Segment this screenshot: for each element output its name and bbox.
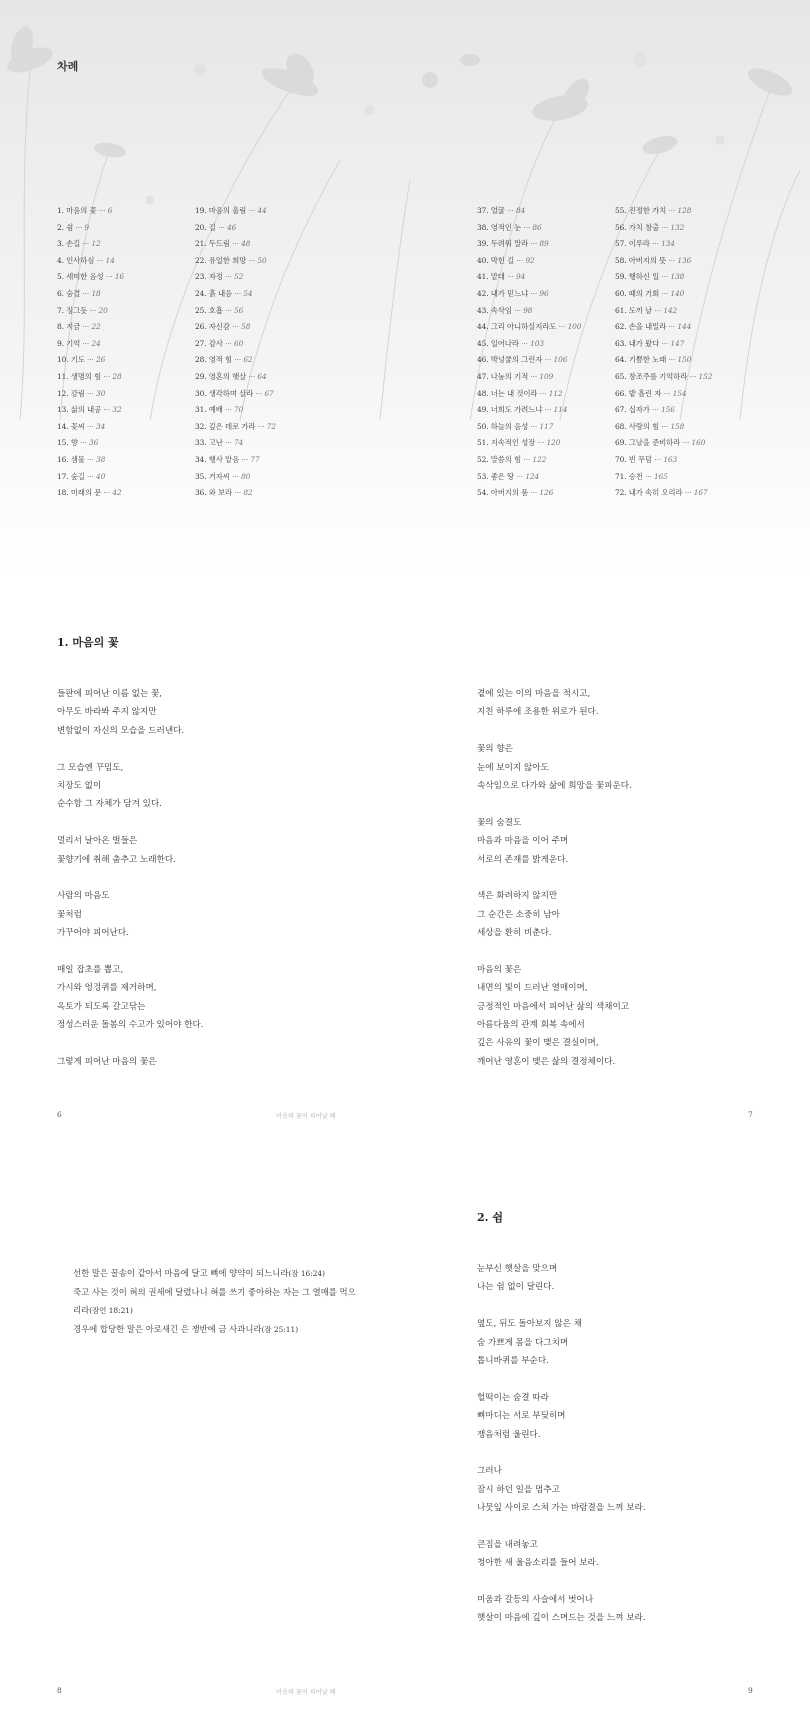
toc-entry-title: 8. 지금 [57, 322, 81, 332]
poem-line: 그 모습엔 꾸밈도, [57, 762, 124, 773]
toc-entry-title: 22. 유일한 희망 [195, 255, 247, 265]
toc-entry: 66. 밭 흘린 자 ··· 154 [615, 388, 687, 398]
toc-entry: 71. 승천 ··· 165 [615, 471, 668, 481]
poem-line: 꽃의 숨결도 [477, 817, 522, 828]
toc-entry-title: 55. 진정한 가치 [615, 206, 667, 215]
toc-entry-title: 16. 샘물 [57, 454, 85, 464]
poem-line: 마음의 꽃은 [477, 964, 522, 975]
toc-entry-page: 62 [243, 355, 253, 365]
toc-entry-page: 74 [234, 438, 244, 448]
toc-entry: 35. 거자씨 ··· 80 [195, 471, 251, 481]
scripture-reference: (잠 16:24) [288, 1269, 326, 1278]
poem-line: 지친 하루에 조용한 위로가 된다. [477, 707, 599, 718]
toc-entry: 13. 삶의 내공 ··· 32 [57, 405, 122, 415]
poem-line: 햇살이 마음에 깊이 스며드는 것을 느껴 보라. [477, 1613, 646, 1624]
toc-entry-page: 64 [257, 371, 267, 381]
toc-entry-page: 147 [670, 338, 685, 348]
toc-entry-title: 5. 세미한 음성 [57, 272, 104, 282]
poem-line: 마음과 마음을 이어 주며 [477, 836, 569, 847]
toc-entry-page: 140 [670, 288, 685, 298]
toc-entry-title: 35. 거자씨 [195, 471, 230, 481]
toc-entry: 60. 때의 기회 ··· 140 [615, 288, 685, 298]
toc-entry-title: 70. 빈 무덤 [615, 454, 653, 464]
toc-entry-title: 11. 생명의 힘 [57, 371, 102, 381]
toc-entry-title: 52. 말씀의 힘 [477, 454, 522, 464]
toc-entry-page: 24 [91, 338, 101, 348]
toc-entry: 40. 막힌 길 ··· 92 [477, 255, 535, 265]
poem-line: 그러나 [477, 1466, 502, 1477]
poem-line: 세상을 환히 비춘다. [477, 928, 552, 939]
toc-entry-page: 22 [91, 322, 101, 332]
toc-entry-page: 42 [112, 488, 122, 498]
poem-line: 쟁음처럼 울린다. [477, 1429, 541, 1440]
toc-entry-page: 30 [96, 388, 106, 398]
toc-entry-title: 46. 박넝쿨의 그린자 [477, 355, 543, 365]
toc-entry: 31. 예배 ··· 70 [195, 405, 244, 415]
scripture-verse [63, 1283, 363, 1320]
poem-line: 정성스러운 돌봄의 수고가 있어야 한다. [57, 1020, 204, 1031]
toc-entry-title: 48. 너는 내 것이라 [477, 388, 538, 398]
toc-entry-title: 57. 이루라 [615, 239, 650, 249]
toc-entry: 25. 호흡 ··· 56 [195, 305, 244, 315]
toc-entry: 4. 인사하심 ··· 14 [57, 255, 115, 265]
poem-line: 미움과 갈등의 사슬에서 벗어나 [477, 1595, 594, 1606]
toc-entry-title: 14. 꽃씨 [57, 421, 85, 431]
toc-entry: 56. 가치 창출 ··· 132 [615, 222, 685, 232]
toc-entry-page: 117 [539, 421, 554, 431]
toc-entry: 10. 기도 ··· 26 [57, 355, 106, 365]
toc-entry-page: 20 [98, 305, 108, 315]
scripture-reference: (잠 25:11) [261, 1325, 299, 1334]
poem-line: 큰짐을 내려놓고 [477, 1539, 538, 1550]
toc-page [0, 0, 810, 576]
poem-line: 사람의 마음도 [57, 891, 110, 902]
toc-entry-title: 56. 가치 창출 [615, 222, 660, 232]
toc-entry-title: 41. 맡대 [477, 272, 505, 282]
toc-entry-title: 61. 도끼 날 [615, 305, 653, 315]
toc-entry: 2. 쉼 ··· 9 [57, 222, 89, 232]
poem-line: 청아한 새 울음소리를 들어 보라. [477, 1558, 599, 1569]
poem-line: 매일 잡초를 뽑고, [57, 964, 124, 975]
toc-entry: 11. 생명의 힘 ··· 28 [57, 371, 122, 381]
running-head: 마음의 꽃이 피어날 때 [276, 1113, 336, 1120]
toc-entry: 1. 마음의 꽃 ··· 6 [57, 206, 113, 215]
toc-entry-title: 65. 창조주를 기억하라 [615, 371, 688, 381]
poem-line: 긍정적인 마음에서 피어난 삶의 색채이고 [477, 1001, 630, 1012]
toc-entry-title: 13. 삶의 내공 [57, 405, 102, 415]
toc-entry-page: 89 [539, 239, 549, 249]
page-number-right: 7 [748, 1110, 753, 1119]
toc-entry-page: 136 [677, 255, 692, 265]
toc-entry-page: 150 [677, 355, 692, 365]
toc-entry-title: 37. 얼굴 [477, 206, 505, 215]
toc-entry: 62. 손을 내밀라 ··· 144 [615, 322, 692, 332]
toc-entry-title: 62. 손을 내밀라 [615, 322, 667, 332]
toc-entry: 3. 손길 ··· 12 [57, 239, 101, 249]
toc-entry: 63. 내가 왔다 ··· 147 [615, 338, 685, 348]
toc-entry-page: 72 [266, 421, 276, 431]
toc-entry-page: 36 [89, 438, 99, 448]
poem-line: 변함없이 자신의 모습을 드러낸다. [57, 725, 185, 736]
toc-entry-title: 40. 막힌 길 [477, 255, 515, 265]
toc-entry-page: 154 [672, 388, 687, 398]
toc-entry: 33. 고난 ··· 74 [195, 438, 244, 448]
toc-entry-title: 25. 호흡 [195, 305, 223, 315]
toc-entry-page: 165 [654, 471, 668, 481]
poem-line: 톱니바퀴를 부순다. [477, 1355, 549, 1366]
toc-entry-title: 6. 숨결 [57, 288, 81, 298]
toc-entry-title: 44. 그리 아니하실지라도 [477, 322, 557, 332]
toc-entry: 19. 마음의 울림 ··· 44 [195, 206, 267, 215]
toc-entry-page: 9 [84, 222, 89, 232]
toc-entry: 8. 지금 ··· 22 [57, 322, 101, 332]
toc-entry-page: 80 [241, 471, 251, 481]
toc-entry-page: 132 [670, 222, 685, 232]
toc-entry-page: 96 [539, 288, 549, 298]
toc-entry-page: 32 [112, 405, 122, 415]
toc-entry-title: 1. 마음의 꽃 [57, 206, 97, 215]
toc-entry-page: 144 [677, 322, 692, 332]
toc-entry-page: 12 [91, 239, 101, 249]
poem-line: 아름다움의 관계 회복 속에서 [477, 1020, 585, 1031]
poem-line: 그 순간은 소중히 남아 [477, 909, 560, 920]
toc-entry-page: 16 [114, 272, 125, 282]
toc-entry: 42. 내가 믿느냐 ··· 96 [477, 288, 549, 298]
toc-entry-page: 82 [243, 488, 253, 498]
toc-entry: 47. 나눔의 기적 ··· 109 [477, 371, 554, 381]
toc-entry-title: 72. 내가 속히 오리라 [615, 488, 683, 498]
toc-entry-page: 112 [548, 388, 563, 398]
toc-entry-page: 67 [264, 388, 274, 398]
poem-line: 눈에 보이지 않아도 [477, 762, 549, 773]
toc-entry-page: 106 [553, 355, 568, 365]
toc-entry-page: 14 [105, 255, 115, 265]
poem-line: 숨 가쁘게 몸을 다그치며 [477, 1337, 569, 1348]
toc-entry: 65. 창조주를 기억하라 ··· 152 [615, 371, 713, 381]
toc-entry: 32. 깊은 데로 가라 ··· 72 [195, 421, 276, 431]
toc-entry-page: 160 [691, 438, 706, 448]
toc-entry: 44. 그리 아니하실지라도 ··· 100 [477, 322, 582, 332]
toc-entry: 21. 두드림 ··· 48 [195, 239, 251, 249]
toc-entry-title: 21. 두드림 [195, 239, 230, 249]
toc-entry: 36. 와 보라 ··· 82 [195, 488, 253, 498]
toc-entry: 39. 두려워 말라 ··· 89 [477, 239, 549, 249]
poem-line: 서로의 존재를 밝게운다. [477, 854, 569, 865]
poem-right-page-2 [477, 1262, 646, 1630]
toc-entry-page: 100 [567, 322, 582, 332]
toc-entry: 72. 내가 속히 오리라 ··· 167 [615, 488, 708, 498]
poem-line: 가시와 엉겅퀴를 제거하며, [57, 983, 157, 994]
toc-entry-page: 167 [693, 488, 708, 498]
chapter-title-1: 1. 마음의 꽃 [57, 636, 119, 649]
toc-entry-page: 54 [243, 288, 253, 298]
page-number-right-2: 9 [748, 1686, 753, 1695]
toc-entry-page: 158 [670, 421, 685, 431]
toc-entry: 45. 일어나라 ··· 103 [477, 338, 544, 348]
toc-entry-page: 6 [107, 206, 113, 215]
scripture-verse [63, 1264, 363, 1283]
toc-entry: 55. 진정한 가치 ··· 128 [615, 206, 692, 215]
toc-entry: 70. 빈 무덤 ··· 163 [615, 454, 678, 464]
toc-entry-page: 52 [234, 272, 244, 282]
toc-entry-page: 128 [677, 206, 692, 215]
toc-entry: 22. 유일한 희망 ··· 50 [195, 255, 267, 265]
toc-entry-page: 138 [670, 272, 685, 282]
toc-entry-title: 71. 승천 [615, 471, 643, 481]
toc-entry: 61. 도끼 날 ··· 142 [615, 305, 678, 315]
toc-entry: 20. 길 ··· 46 [195, 222, 237, 232]
toc-entry-title: 50. 하늘의 음성 [477, 421, 529, 431]
toc-entry: 53. 좋은 땅 ··· 124 [477, 471, 540, 481]
poem-line: 색은 화려하지 않지만 [477, 891, 558, 902]
toc-column-1 [57, 205, 124, 504]
poem-line: 치장도 없이 [57, 780, 102, 791]
toc-entry-title: 30. 생각하며 살라 [195, 388, 254, 398]
toc-entry: 64. 기쁨한 노래 ··· 150 [615, 355, 692, 365]
scripture-quote-block [63, 1264, 363, 1339]
toc-entry: 27. 감사 ··· 60 [195, 338, 244, 348]
toc-entry-title: 45. 일어나라 [477, 338, 519, 348]
toc-entry-title: 67. 십자가 [615, 405, 650, 415]
toc-entry-page: 122 [532, 454, 547, 464]
toc-entry-title: 19. 마음의 울림 [195, 206, 247, 215]
poem-line: 나뭇잎 사이로 스쳐 가는 바람결을 느껴 보라. [477, 1503, 646, 1514]
toc-entry: 41. 맡대 ··· 94 [477, 272, 526, 282]
toc-entry: 14. 꽃씨 ··· 34 [57, 421, 106, 431]
poem-line: 깨어난 영혼이 맺은 삶의 결정체이다. [477, 1056, 616, 1067]
toc-entry-page: 94 [516, 272, 526, 282]
toc-entry-title: 17. 숲길 [57, 471, 85, 481]
scripture-reference: (잠언 18:21) [89, 1306, 133, 1315]
toc-column-2 [195, 205, 276, 504]
toc-entry-page: 156 [661, 405, 675, 415]
toc-entry-title: 10. 기도 [57, 355, 85, 365]
poem-line: 속삭임으로 다가와 삶에 희망을 꽃피운다. [477, 780, 632, 791]
toc-entry-title: 60. 때의 기회 [615, 288, 660, 298]
toc-entry-title: 36. 와 보라 [195, 488, 233, 498]
toc-entry-page: 134 [661, 239, 675, 249]
toc-column-4 [615, 205, 712, 504]
toc-entry-page: 48 [241, 239, 251, 249]
poem-line: 옆도, 뒤도 돌아보지 않은 채 [477, 1319, 582, 1330]
toc-entry-title: 31. 예배 [195, 405, 223, 415]
toc-entry: 52. 말씀의 힘 ··· 122 [477, 454, 547, 464]
poem-line: 가꾸어야 피어난다. [57, 928, 129, 939]
poem-line: 아무도 바라봐 주지 않지만 [57, 707, 157, 718]
toc-entry-title: 32. 깊은 데로 가라 [195, 421, 256, 431]
toc-entry-title: 27. 감사 [195, 338, 223, 348]
toc-entry-title: 39. 두려워 말라 [477, 239, 529, 249]
toc-entry-title: 7. 징그듯 [57, 305, 88, 315]
toc-entry-title: 68. 사랑의 힘 [615, 421, 660, 431]
toc-entry-page: 126 [539, 488, 554, 498]
toc-entry-page: 44 [257, 206, 267, 215]
toc-entry: 37. 얼굴 ··· 84 [477, 206, 526, 215]
toc-entry-page: 98 [523, 305, 533, 315]
toc-column-3 [477, 205, 581, 504]
toc-entry: 46. 박넝쿨의 그린자 ··· 106 [477, 355, 568, 365]
toc-entry: 50. 하늘의 음성 ··· 117 [477, 421, 554, 431]
toc-entry: 9. 기억 ··· 24 [57, 338, 101, 348]
toc-entry-page: 86 [532, 222, 542, 232]
toc-entry-page: 60 [234, 338, 244, 348]
poem-line: 곁에 있는 이의 마음을 적시고, [477, 689, 591, 699]
toc-entry: 29. 영혼의 햇살 ··· 64 [195, 371, 267, 381]
toc-entry-title: 4. 인사하심 [57, 255, 95, 265]
toc-entry: 38. 영적인 눈 ··· 86 [477, 222, 542, 232]
poem-left-page [57, 687, 203, 1073]
toc-entry: 58. 아버지의 뜻 ··· 136 [615, 255, 692, 265]
toc-entry-title: 43. 속삭임 [477, 305, 512, 315]
toc-entry-page: 38 [96, 454, 106, 464]
toc-entry-title: 26. 자신감 [195, 322, 230, 332]
toc-heading: 차례 [57, 60, 79, 73]
page-number-left: 6 [57, 1110, 62, 1119]
poem-right-page [477, 687, 632, 1073]
toc-entry-title: 42. 내가 믿느냐 [477, 288, 529, 298]
toc-entry-title: 64. 기쁨한 노래 [615, 355, 667, 365]
poem-line: 그렇게 피어난 마음의 꽃은 [57, 1056, 157, 1067]
toc-entry: 30. 생각하며 살라 ··· 67 [195, 388, 274, 398]
toc-entry-title: 59. 행하신 일 [615, 272, 660, 282]
toc-entry: 17. 숲길 ··· 40 [57, 471, 106, 481]
toc-entry-title: 20. 길 [195, 222, 216, 232]
toc-entry: 15. 향 ··· 36 [57, 438, 99, 448]
toc-entry-page: 58 [241, 322, 251, 332]
toc-entry: 49. 너희도 가려느냐 ··· 114 [477, 405, 568, 415]
toc-entry-page: 26 [96, 355, 106, 365]
toc-entry-page: 28 [112, 371, 122, 381]
toc-entry-page: 114 [553, 405, 568, 415]
toc-entry: 6. 숨결 ··· 18 [57, 288, 101, 298]
page-number-left-2: 8 [57, 1686, 62, 1695]
toc-entry-page: 46 [227, 222, 237, 232]
toc-entry: 51. 지속적인 성장 ··· 120 [477, 438, 561, 448]
toc-entry: 16. 샘물 ··· 38 [57, 454, 106, 464]
spread-pages-8-9 [0, 1168, 810, 1724]
toc-entry: 7. 징그듯 ··· 20 [57, 305, 108, 315]
toc-entry: 43. 속삭임 ··· 98 [477, 305, 533, 315]
toc-entry-page: 18 [91, 288, 101, 298]
toc-entry-title: 23. 자정 [195, 272, 223, 282]
toc-entry-title: 58. 아버지의 뜻 [615, 255, 667, 265]
toc-entry: 26. 자신감 ··· 58 [195, 322, 251, 332]
toc-entry-page: 120 [546, 438, 561, 448]
running-head-2: 마음의 꽃이 피어날 때 [276, 1689, 336, 1696]
toc-entry-page: 152 [698, 371, 713, 381]
scripture-verse-text: 경우에 합당한 말은 아로새긴 은 쟁반에 금 사과니라 [73, 1324, 262, 1334]
toc-entry-page: 77 [250, 454, 260, 464]
toc-entry: 34. 행사 맡음 ··· 77 [195, 454, 260, 464]
toc-entry-title: 47. 나눔의 기적 [477, 371, 529, 381]
scripture-verse-text: 선한 말은 꿀송이 같아서 마음에 달고 뼈에 양약이 되느니라 [73, 1268, 289, 1278]
toc-entry-page: 70 [234, 405, 244, 415]
toc-entry-page: 163 [663, 454, 678, 464]
toc-entry-title: 63. 내가 왔다 [615, 338, 660, 348]
toc-entry-page: 50 [257, 255, 267, 265]
toc-entry-title: 18. 미래의 문 [57, 488, 102, 498]
toc-entry-page: 124 [525, 471, 540, 481]
poem-line: 내면의 빛이 드러난 열매이며, [477, 983, 588, 994]
toc-entry-title: 9. 기억 [57, 338, 81, 348]
toc-entry-page: 103 [530, 338, 544, 348]
poem-line: 옥토가 되도록 갈고닦는 [57, 1001, 146, 1012]
toc-entry: 24. 흙 내음 ··· 54 [195, 288, 253, 298]
toc-entry-title: 69. 그날을 준비하라 [615, 438, 681, 448]
toc-entry-page: 40 [96, 471, 106, 481]
toc-entry-title: 28. 영적 힘 [195, 355, 233, 365]
toc-entry-title: 49. 너희도 가려느냐 [477, 405, 543, 415]
toc-entry-title: 33. 고난 [195, 438, 223, 448]
poem-line: 헐떡이는 숨결 따라 [477, 1392, 549, 1403]
toc-entry: 69. 그날을 준비하라 ··· 160 [615, 438, 706, 448]
poem-line: 꽃의 향은 [477, 744, 513, 755]
toc-entry-page: 142 [663, 305, 678, 315]
toc-entry-page: 92 [525, 255, 535, 265]
toc-entry-title: 66. 밭 흘린 자 [615, 388, 662, 398]
toc-entry: 18. 미래의 문 ··· 42 [57, 488, 122, 498]
toc-entry-page: 84 [516, 206, 526, 215]
poem-line: 뼈마디는 서로 부딪히며 [477, 1411, 566, 1422]
scripture-verse [63, 1320, 363, 1339]
toc-entry: 12. 강림 ··· 30 [57, 388, 106, 398]
toc-entry: 59. 행하신 일 ··· 138 [615, 272, 685, 282]
poem-line: 순수함 그 자체가 담겨 있다. [57, 799, 162, 810]
toc-entry-title: 51. 지속적인 성장 [477, 438, 536, 448]
toc-entry-title: 24. 흙 내음 [195, 288, 233, 298]
toc-entry: 5. 세미한 음성 ··· 16 [57, 272, 125, 282]
toc-entry: 57. 이루라 ··· 134 [615, 239, 675, 249]
toc-entry-title: 29. 영혼의 햇살 [195, 371, 247, 381]
toc-entry: 48. 너는 내 것이라 ··· 112 [477, 388, 563, 398]
poem-line: 잠시 하던 일을 멈추고 [477, 1484, 560, 1495]
toc-entry-page: 109 [539, 371, 554, 381]
toc-entry-title: 2. 쉼 [57, 222, 74, 232]
poem-line: 깊은 사유의 꽃이 맺은 결실이며, [477, 1038, 599, 1049]
poem-line: 들판에 피어난 이름 없는 꽃, [57, 689, 162, 699]
poem-line: 멀리서 날아온 벌들은 [57, 836, 138, 847]
toc-entry-title: 38. 영적인 눈 [477, 222, 522, 232]
toc-entry-title: 34. 행사 맡음 [195, 454, 240, 464]
toc-entry-title: 54. 아버지의 품 [477, 488, 529, 498]
toc-entry: 23. 자정 ··· 52 [195, 272, 244, 282]
poem-line: 눈부신 햇살을 맞으며 [477, 1264, 558, 1274]
poem-line: 나는 쉼 없이 달린다. [477, 1282, 555, 1293]
toc-entry-page: 34 [96, 421, 106, 431]
toc-entry-page: 56 [234, 305, 244, 315]
toc-entry: 54. 아버지의 품 ··· 126 [477, 488, 554, 498]
toc-entry-title: 12. 강림 [57, 388, 85, 398]
poem-line: 꽃향기에 취해 춤추고 노래한다. [57, 854, 176, 865]
toc-entry-title: 15. 향 [57, 438, 78, 448]
scripture-verse-text: 죽고 사는 것이 혀의 권세에 달렸나니 혀를 쓰기 좋아하는 자는 그 열매를 먹으리라 [73, 1287, 356, 1315]
toc-entry-title: 3. 손길 [57, 239, 81, 249]
toc-entry: 68. 사랑의 힘 ··· 158 [615, 421, 685, 431]
chapter-title-2: 2. 쉼 [477, 1211, 503, 1224]
toc-entry: 67. 십자가 ··· 156 [615, 405, 675, 415]
poem-line: 꽃처럼 [57, 909, 82, 920]
toc-entry: 28. 영적 힘 ··· 62 [195, 355, 253, 365]
toc-entry-title: 53. 좋은 땅 [477, 471, 515, 481]
